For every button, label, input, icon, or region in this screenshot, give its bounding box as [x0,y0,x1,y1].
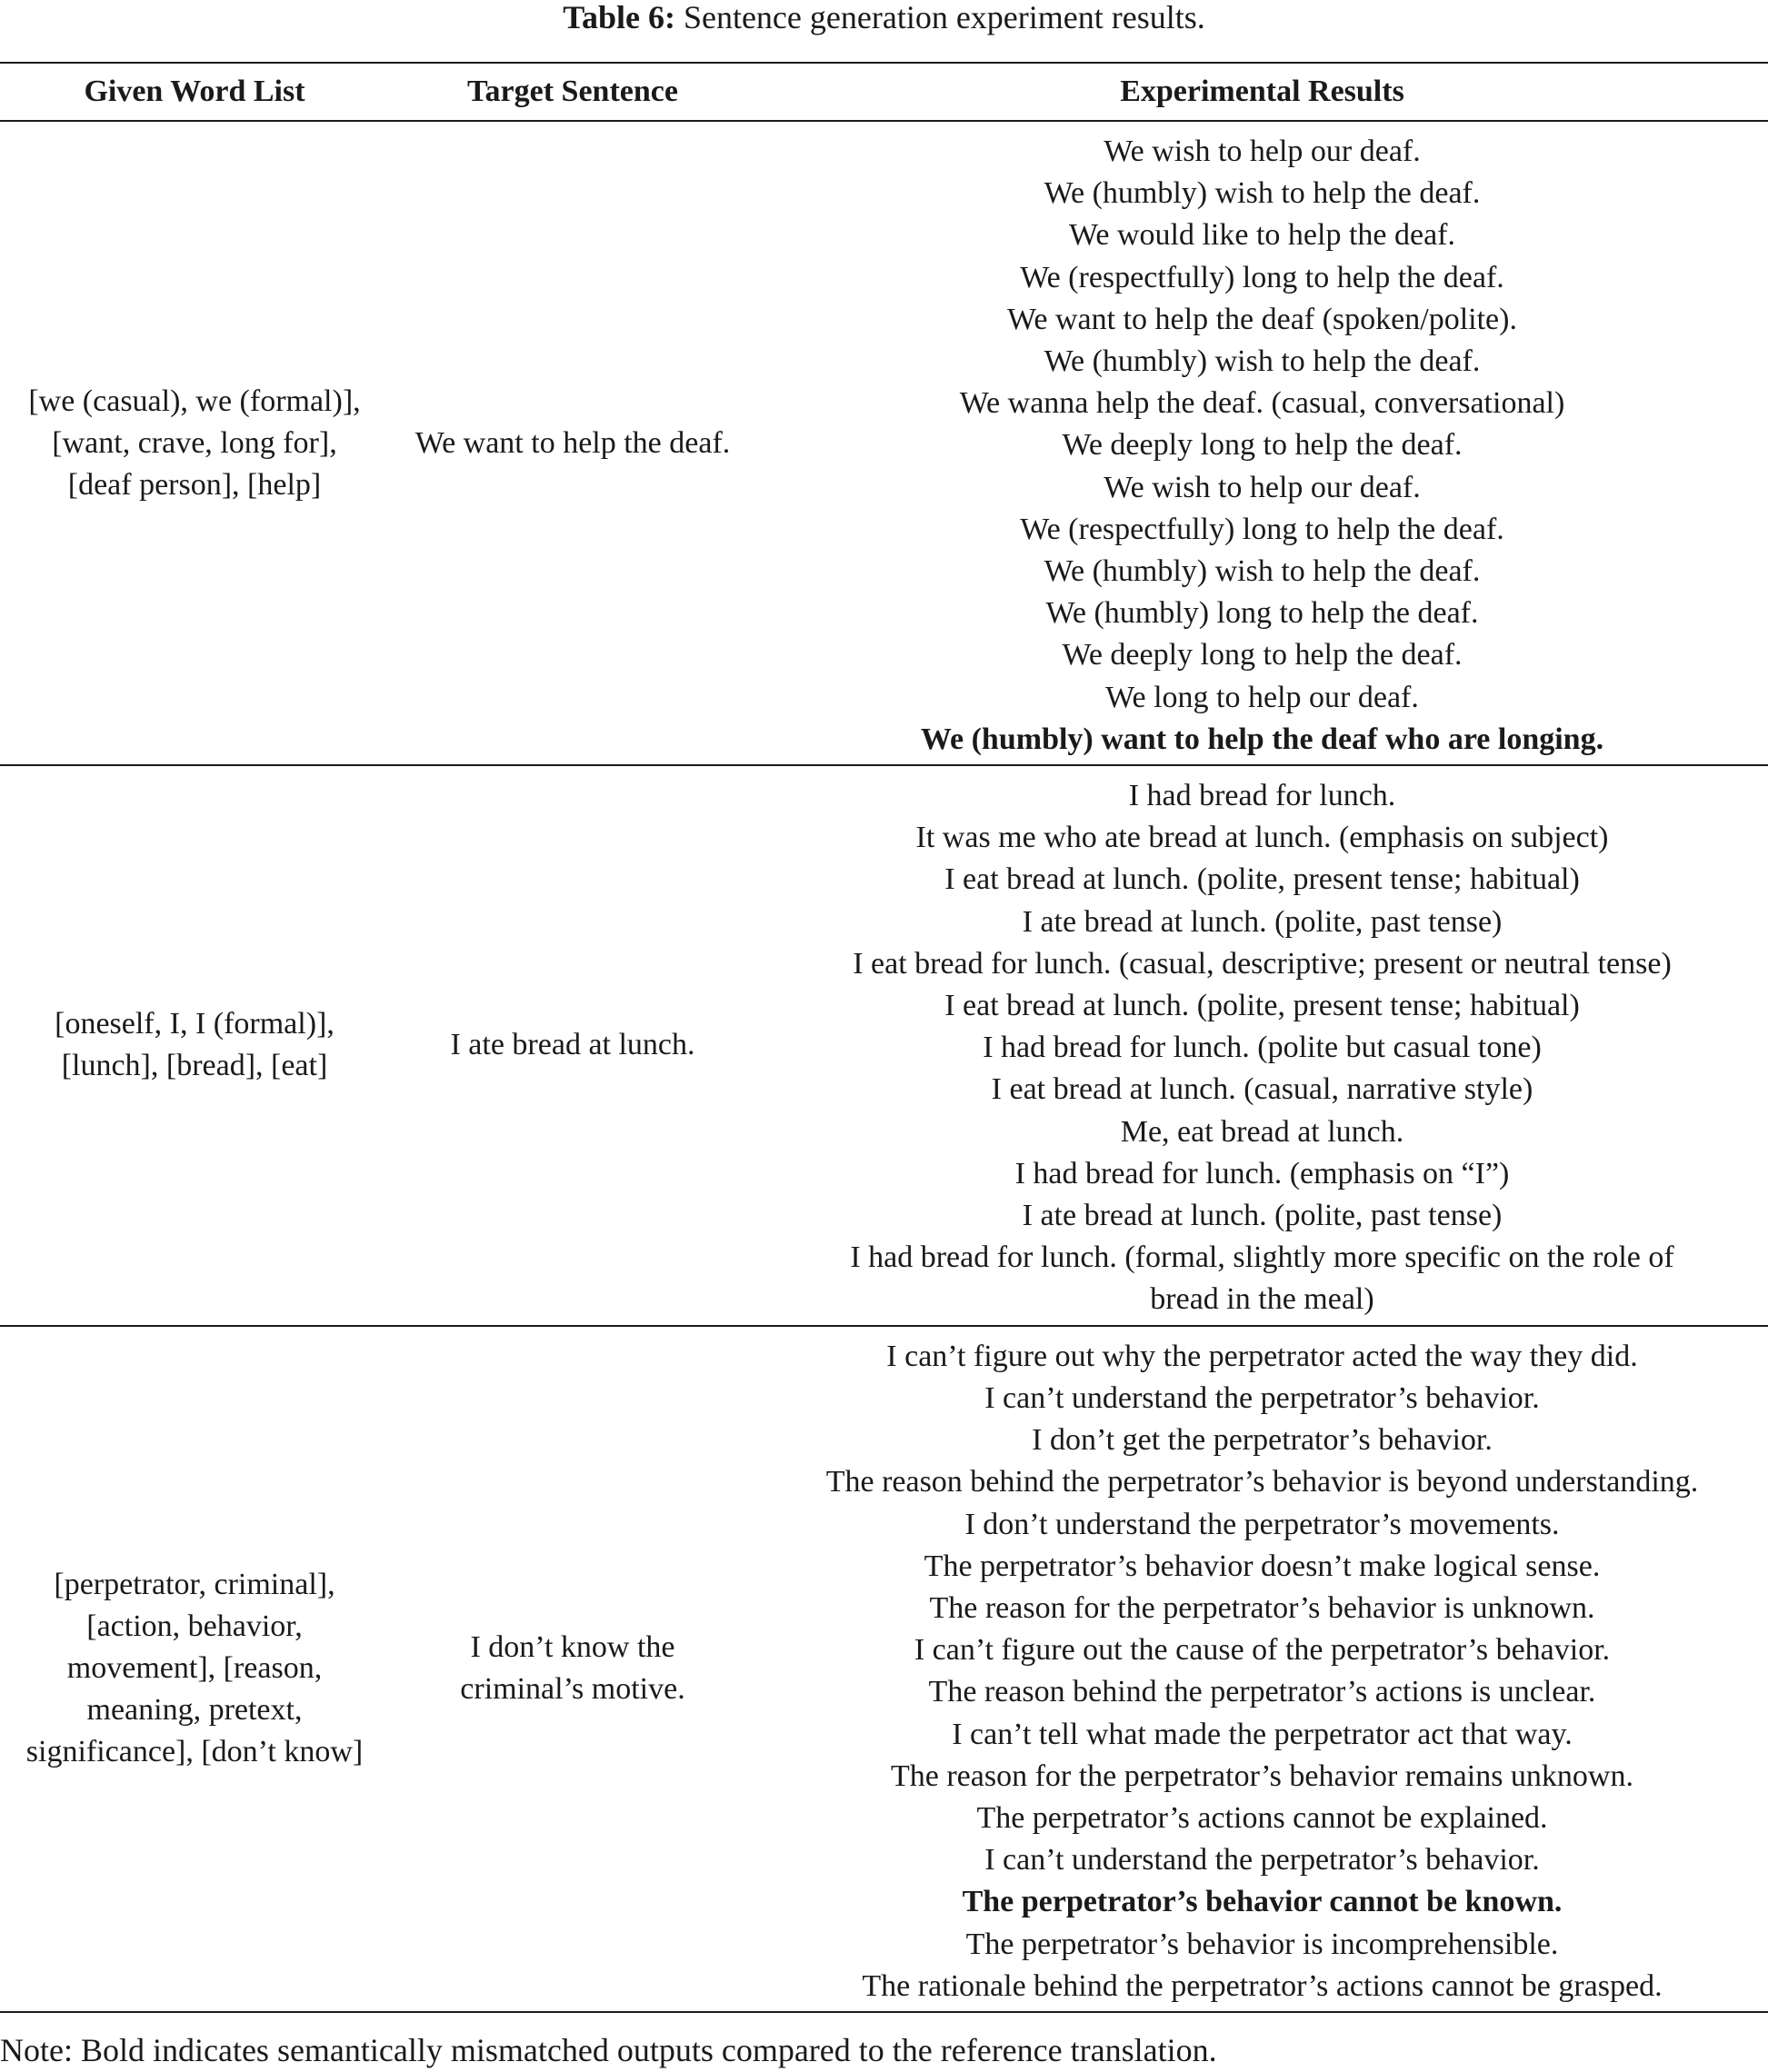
result-line: The reason behind the perpetrator’s behavior is beyond understanding. [825,1465,1699,1499]
target-sentence-cell: We want to help the deaf. [389,121,756,765]
table-caption [0,0,1768,35]
result-line: We (humbly) long to help the deaf. [1045,596,1479,631]
table-row [0,121,1768,765]
result-line: We would like to help the deaf. [1069,218,1455,253]
result-line: Me, eat bread at lunch. [1120,1114,1404,1149]
result-line: The reason for the perpetrator’s behavior remains unknown. [891,1758,1633,1793]
result-line: We want to help the deaf (spoken/polite). [1007,302,1517,336]
result-line: It was me who ate bread at lunch. (emphasis on subject) [915,821,1609,855]
table-row [0,765,1768,1326]
result-line: We (humbly) wish to help the deaf. [1044,554,1481,589]
header-row [0,63,1768,121]
experimental-results-cell [756,121,1768,765]
given-word-list-cell: [perpetrator, criminal], [action, behavior, movement], [reason, meaning, pretext, significance], [don’t know] [0,1326,389,2012]
experimental-results-cell [756,765,1768,1326]
target-sentence-cell: I ate bread at lunch. [389,765,756,1326]
result-line: I don’t understand the perpetrator’s movements. [964,1507,1560,1541]
result-line: I had bread for lunch. (formal, slightly more specific on the role of [850,1240,1674,1275]
result-line: bread in the meal) [1150,1282,1374,1317]
result-line: I ate bread at lunch. (polite, past tense) [1022,1199,1503,1233]
header-experimental-results: Experimental Results [756,63,1768,121]
result-line: The perpetrator’s actions cannot be explained. [976,1800,1548,1835]
result-line: We wanna help the deaf. (casual, conversational) [959,386,1565,421]
table-row [0,1326,1768,2012]
result-line: I can’t understand the perpetrator’s behavior. [984,1380,1540,1415]
result-line: We (humbly) wish to help the deaf. [1044,344,1481,379]
result-line: The reason behind the perpetrator’s actions is unclear. [928,1675,1596,1709]
result-line: We (respectfully) long to help the deaf. [1020,260,1504,294]
result-line: I eat bread at lunch. (polite, present tense; habitual) [944,862,1580,897]
result-line: I can’t figure out why the perpetrator acted the way they did. [886,1339,1638,1373]
result-line: I can’t figure out the cause of the perpetrator’s behavior. [914,1633,1611,1668]
given-word-list-cell: [we (casual), we (formal)], [want, crave, long for], [deaf person], [help] [0,121,389,765]
result-line: I eat bread at lunch. (casual, narrative style) [991,1072,1533,1107]
result-line: The perpetrator’s behavior is incomprehensible. [965,1927,1559,1961]
mismatched-result-line: We (humbly) want to help the deaf who are longing. [920,722,1604,756]
result-line: I eat bread for lunch. (casual, descriptive; present or neutral tense) [853,946,1672,981]
result-line: The reason for the perpetrator’s behavior is unknown. [929,1590,1595,1625]
header-target-sentence: Target Sentence [389,63,756,121]
result-line: We long to help our deaf. [1105,680,1419,714]
result-line: The perpetrator’s behavior doesn’t make logical sense. [924,1549,1601,1583]
result-line: I can’t understand the perpetrator’s behavior. [984,1843,1540,1878]
result-line: We deeply long to help the deaf. [1062,428,1463,463]
caption-label: Table 6: [563,0,675,35]
results-table [0,62,1768,2013]
table-note: Note: Bold indicates semantically mismatched outputs compared to the reference translation. [0,2032,1217,2068]
result-line: We (respectfully) long to help the deaf. [1020,512,1504,546]
result-line: I ate bread at lunch. (polite, past tense) [1022,904,1503,939]
result-line: I eat bread at lunch. (polite, present tense; habitual) [944,989,1580,1023]
result-line: I had bread for lunch. [1128,779,1396,813]
result-line: I can’t tell what made the perpetrator act that way. [952,1717,1573,1751]
result-line: We wish to help our deaf. [1104,134,1421,168]
header-word-list: Given Word List [0,63,389,121]
result-line: I had bread for lunch. (emphasis on “I”) [1014,1156,1510,1190]
table-body [0,121,1768,2012]
result-line: We (humbly) wish to help the deaf. [1044,176,1481,211]
target-sentence-cell: I don’t know the criminal’s motive. [389,1326,756,2012]
result-line: We deeply long to help the deaf. [1062,638,1463,672]
result-line: The rationale behind the perpetrator’s actions cannot be grasped. [862,1968,1663,2003]
mismatched-result-line: The perpetrator’s behavior cannot be known. [962,1885,1563,1919]
given-word-list-cell: [oneself, I, I (formal)], [lunch], [bread], [eat] [0,765,389,1326]
result-line: We wish to help our deaf. [1104,470,1421,504]
experimental-results-cell [756,1326,1768,2012]
caption-text: Sentence generation experiment results. [674,0,1205,35]
result-line: I don’t get the perpetrator’s behavior. [1032,1423,1493,1458]
result-line: I had bread for lunch. (polite but casual tone) [983,1031,1542,1065]
